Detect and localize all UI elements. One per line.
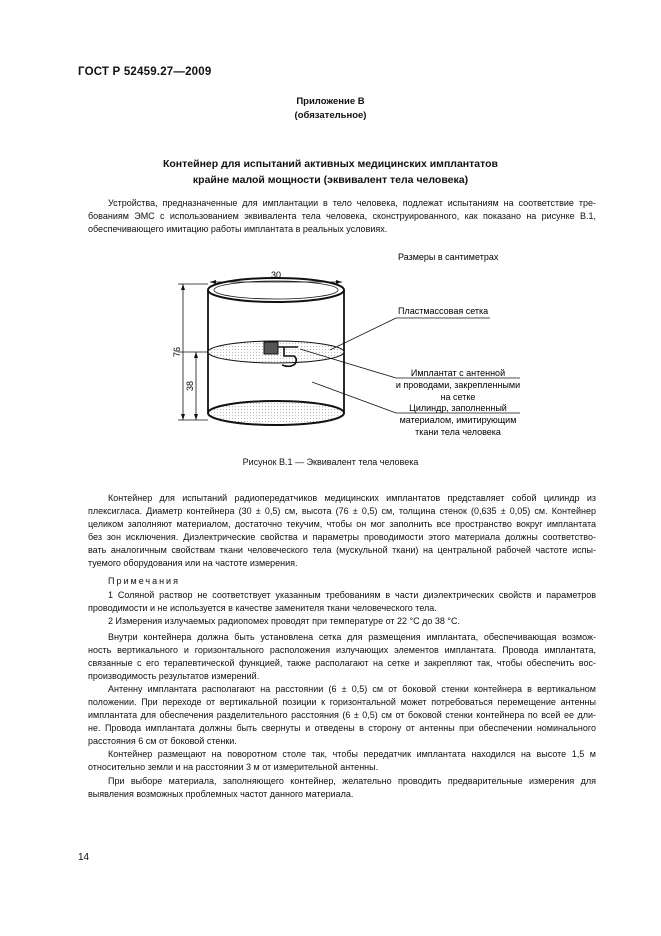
text-line: целиком заполняют материалом, достаточно текучим, чтобы он мог заполнить все пространство вокруг имплантата [88, 519, 596, 529]
implant-body [264, 342, 278, 354]
arrowhead [181, 284, 185, 290]
mid-height-label: 38 [185, 380, 195, 392]
diameter-label: 30 [270, 270, 282, 280]
appendix-title: Приложение В [296, 96, 365, 107]
text-line: 1 Соляной раствор не соответствует указанным требованиям в части диэлектрических свойств и параметров [108, 590, 596, 600]
cylinder-label-line-2: материалом, имитирующим [399, 415, 517, 425]
arrowhead [210, 280, 216, 284]
arrowhead [336, 280, 342, 284]
text-line: относительно земли и на расстоянии 3 м от измерительной антенны. [88, 762, 379, 772]
text-line: Антенну имплантата располагают на расстоянии (6 ± 0,5) см от боковой стенки контейнера в вертикальном [108, 684, 596, 694]
implant-label-line-3: на сетке [440, 392, 476, 402]
figure-caption: Рисунок В.1 — Эквивалент тела человека [242, 457, 419, 467]
turntable-paragraph [88, 748, 596, 774]
text-line: вать аналогичным свойствам ткани человеческого тела (мускульной ткани) на центральной рабочей частоте испы- [88, 545, 596, 555]
implant-label-line-1: Имплантат с антенной [410, 368, 506, 378]
note-1 [88, 589, 596, 615]
text-line: Внутри контейнера должна быть установлена сетка для размещения имплантата, обеспечивающая возмож- [108, 632, 596, 642]
notes-heading: Примечания [108, 576, 180, 586]
antenna-paragraph [88, 683, 596, 748]
arrowhead [194, 352, 198, 358]
arrowhead [181, 414, 185, 420]
text-line: Устройства, предназначенные для имплантации в тело человека, подлежат испытаниям на соответствие тре- [108, 198, 596, 208]
cylinder-bottom [208, 401, 344, 425]
text-line: 2 Измерения излучаемых радиопомех проводят при температуре от 22 °C до 38 °C. [108, 616, 460, 626]
section-heading-line-1: Контейнер для испытаний активных медицинских имплантатов [162, 158, 498, 170]
appendix-status: (обязательное) [294, 110, 367, 121]
container-paragraph [88, 492, 596, 570]
material-paragraph [88, 775, 596, 801]
cylinder-label-line-1: Цилиндр, заполненный [409, 403, 507, 413]
height-label: 76 [172, 346, 182, 358]
implant-leader-line [300, 349, 396, 378]
text-line: плексигласа. Диаметр контейнера (30 ± 0,5) см, высота (76 ± 0,5) см, толщина стенок (0,635 ± 0,05) см. Контейнер [88, 506, 596, 516]
page-number: 14 [78, 852, 90, 863]
text-line: туемого оборудования или на частоте измерения. [88, 558, 298, 568]
text-line: расстояния 6 см от боковой стенки. [88, 736, 237, 746]
text-line: Контейнер размещают на поворотном столе так, чтобы передатчик имплантата находился на высоте 1,5 м [108, 749, 596, 759]
text-line: проводимости и не используется в качестве заменителя ткани человеческого тела. [88, 603, 437, 613]
text-line: ность вертикального и горизонтального расположения излучающих элементов имплантата. Провода имплантата, [88, 645, 596, 655]
note-2 [88, 615, 596, 628]
text-line: бованиям ЭМС с использованием эквивалента тела человека, сконструированного, как показано на рисунке В.1, [88, 211, 596, 221]
text-line: выявления возможных проблемных частот данного материала. [88, 789, 354, 799]
intro-paragraph [88, 197, 596, 236]
text-line: При выборе материала, заполняющего контейнер, желательно проводить предварительные измерения для [108, 776, 596, 786]
figure-b1 [0, 240, 661, 460]
mesh-label: Пластмассовая сетка [398, 306, 489, 316]
units-note: Размеры в сантиметрах [398, 252, 499, 262]
cylinder-label-line-3: ткани тела человека [415, 427, 501, 437]
arrowhead [194, 414, 198, 420]
mesh-paragraph [88, 631, 596, 683]
implant-label-line-2: и проводами, закрепленными [395, 380, 521, 390]
mesh-leader-line [330, 318, 396, 350]
section-heading-line-2: крайне малой мощности (эквивалент тела человека) [192, 174, 469, 186]
text-line: Контейнер для испытаний радиопередатчиков медицинских имплантатов представляет собой цилиндр из [108, 493, 596, 503]
text-line: имплантата для обеспечения разделительного расстояния (6 ± 0,5) см от боковой стенки контейнера по всей ее дли- [88, 710, 596, 720]
document-header: ГОСТ Р 52459.27—2009 [78, 66, 212, 78]
text-line: обеспечивающего имитацию работы имплантата в реальных условиях. [88, 224, 388, 234]
cylinder-top-inner-rim [214, 281, 338, 299]
text-line: без зон исключения. Диэлектрические свойства и параметры проводимости этого материала должны соответство- [88, 532, 596, 542]
text-line: производимость результатов измерений. [88, 671, 260, 681]
text-line: связанные с его терапевтической функцией, также располагают на сетке и закрепляют так, чтобы обеспечить вос- [88, 658, 596, 668]
text-line: положении. При переходе от вертикальной позиции к горизонтальной может потребоваться перемещение антенны [88, 697, 596, 707]
text-line: не. Провода имплантата должны быть свернуты и отведены в сторону от антенны при обеспечении номинального [88, 723, 596, 733]
